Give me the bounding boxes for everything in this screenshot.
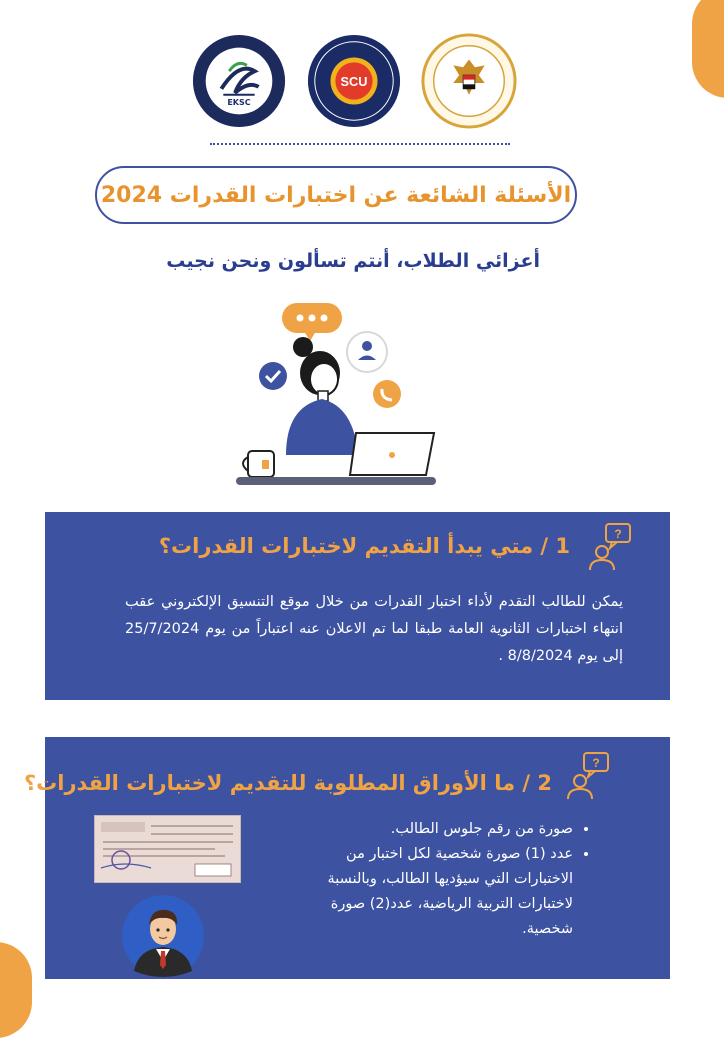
faq-question-2: 2 / ما الأوراق المطلوبة للتقديم لاختبارات القدرات؟	[23, 771, 552, 795]
page-title: الأسئلة الشائعة عن اختبارات القدرات 2024	[100, 182, 572, 208]
title-frame	[95, 166, 577, 224]
corner-decoration-top-right	[692, 0, 724, 98]
eksc-logo	[190, 32, 288, 130]
header-divider	[210, 143, 510, 145]
page-subtitle: أعزائي الطلاب، أنتم تسألون ونحن نجيب	[166, 250, 540, 272]
eksc-logo-caption: EKSC	[227, 98, 251, 107]
svg-text:?: ?	[592, 756, 600, 770]
question-person-icon	[566, 751, 612, 801]
seat-number-document-image	[94, 815, 241, 883]
ministry-logo	[420, 32, 518, 130]
faq-answer-1: يمكن للطالب التقدم لأداء اختبار القدرات من خلال موقع التنسيق الإلكتروني عقب انتهاء اختبارات الثانوية العامة طبقا لما تم الاعلان عنه اعتباراً من يوم 25/7/2024 إلى يوم 8/8/2024 .	[125, 594, 623, 664]
list-item: • عدد (1) صورة شخصية لكل اختبار من الاختبارات التي سيؤديها الطالب، وبالنسبة لاختبارات التربية الرياضية، عدد(2) صورة شخصية.	[295, 842, 573, 942]
student-avatar	[122, 895, 204, 977]
list-item: • صورة من رقم جلوس الطالب.	[295, 817, 573, 842]
svg-text:?: ?	[614, 527, 622, 541]
faq-answer-2-list	[295, 817, 591, 942]
logos-row	[190, 32, 520, 132]
scu-logo	[305, 32, 403, 130]
student-laptop-illustration	[230, 295, 440, 495]
question-person-icon	[588, 522, 634, 572]
faq-card-1	[45, 512, 670, 700]
faq-question-1: 1 / متي يبدأ التقديم لاختبارات القدرات؟	[158, 534, 570, 558]
svg-text:SCU: SCU	[340, 73, 368, 89]
